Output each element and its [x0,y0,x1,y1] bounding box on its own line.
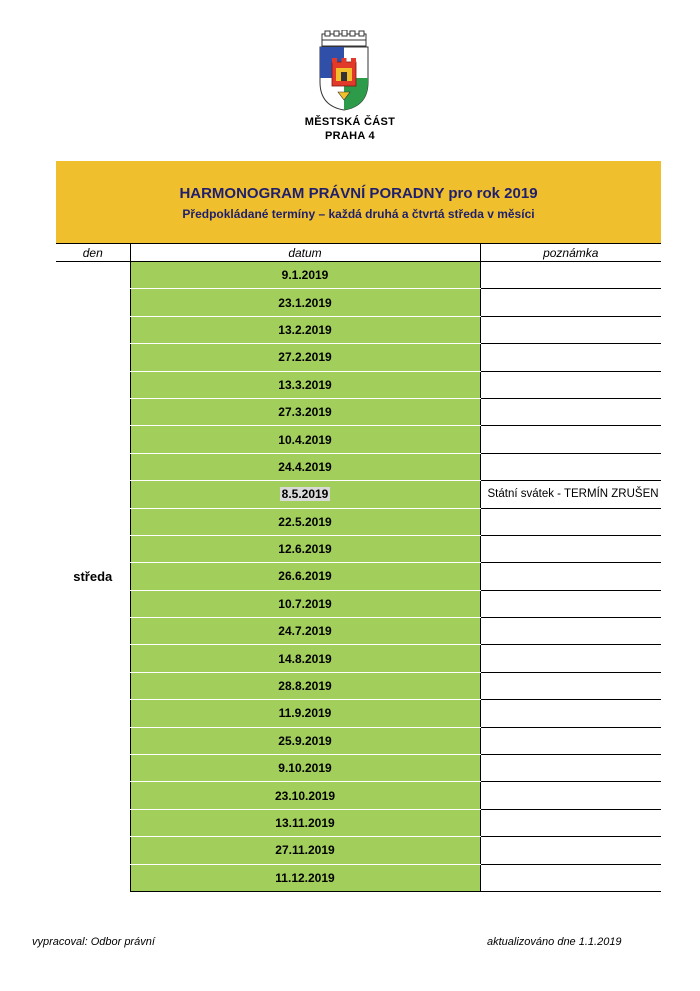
note-cell [480,618,661,645]
date-text: 26.6.2019 [278,569,332,584]
date-text: 22.5.2019 [278,514,332,529]
note-cell [480,700,661,727]
table-row [56,590,661,617]
date-text: 25.9.2019 [278,733,332,748]
column-header-poznamka: poznámka [480,244,661,262]
date-text: 27.11.2019 [275,843,335,858]
note-cell [480,672,661,699]
date-text: 27.2.2019 [278,350,332,365]
table-row [56,837,661,864]
note-cell [480,727,661,754]
date-text: 11.9.2019 [278,706,332,721]
date-text: 14.8.2019 [278,651,332,666]
date-cell [130,672,480,699]
footer-author: vypracoval: Odbor právní [32,936,155,948]
date-text: 10.7.2019 [278,596,332,611]
note-cell [480,864,661,891]
date-text: 9.10.2019 [278,761,332,776]
date-cell [130,262,480,289]
note-cell [480,809,661,836]
date-cell [130,837,480,864]
note-cell [480,535,661,562]
note-cell [480,344,661,371]
table-row [56,289,661,316]
date-text: 24.4.2019 [278,459,332,474]
note-cell [480,563,661,590]
table-row [56,700,661,727]
date-cell [130,481,480,508]
table-row [56,618,661,645]
organization-name: MĚSTSKÁ ČÁST [304,116,396,128]
table-row [56,535,661,562]
date-cell [130,371,480,398]
date-text: 13.11.2019 [275,816,335,830]
table-row [56,672,661,699]
date-cell [130,864,480,891]
note-cell [480,398,661,425]
schedule-title: HARMONOGRAM PRÁVNÍ PORADNY pro rok 2019 [179,185,538,202]
date-text: 8.5.2019 [281,487,329,502]
table-row [56,782,661,809]
date-text: 10.4.2019 [278,432,332,447]
date-cell [130,563,480,590]
table-row [56,563,661,590]
note-cell: Státní svátek - TERMÍN ZRUŠEN [480,481,661,508]
table-row [56,864,661,891]
date-cell [130,755,480,782]
date-text: 11.12.2019 [275,870,335,885]
table-row [56,755,661,782]
table-row [56,645,661,672]
note-cell [480,590,661,617]
schedule-header [56,161,661,243]
schedule-table [56,243,661,892]
date-cell [130,344,480,371]
note-cell [480,289,661,316]
column-header-den: den [56,244,130,262]
date-cell [130,809,480,836]
date-cell [130,590,480,617]
note-cell [480,453,661,480]
date-text: 9.1.2019 [281,268,329,283]
column-header-datum: datum [130,244,480,262]
note-cell [480,645,661,672]
date-text: 23.1.2019 [278,295,332,310]
table-row [56,809,661,836]
date-text: 13.3.2019 [278,377,332,392]
note-cell [480,755,661,782]
table-row [56,508,661,535]
table-row [56,426,661,453]
date-text: 27.3.2019 [278,405,332,420]
note-cell [480,316,661,343]
table-row [56,481,661,508]
date-text: 28.8.2019 [278,679,332,694]
date-cell [130,426,480,453]
note-cell [480,371,661,398]
date-text: 13.2.2019 [278,322,332,337]
schedule-subtitle: Předpokládané termíny – každá druhá a čtvrtá středa v měsíci [182,207,535,221]
date-cell [130,535,480,562]
date-cell [130,398,480,425]
footer-updated: aktualizováno dne 1.1.2019 [487,936,622,948]
date-cell [130,782,480,809]
table-row [56,727,661,754]
date-cell [130,618,480,645]
date-cell [130,508,480,535]
date-cell [130,289,480,316]
table-row [56,453,661,480]
organization-district: PRAHA 4 [325,130,375,142]
note-cell [480,508,661,535]
table-row [56,398,661,425]
date-cell [130,453,480,480]
day-cell: středa [73,569,113,585]
date-cell [130,727,480,754]
table-header-row [56,244,661,262]
note-cell [480,426,661,453]
date-text: 24.7.2019 [278,624,332,639]
table-row [56,371,661,398]
table-row [56,262,661,289]
table-row [56,316,661,343]
date-text: 23.10.2019 [274,788,336,803]
note-cell [480,262,661,289]
note-cell [480,782,661,809]
praha-4-coat-of-arms-icon [318,30,370,112]
note-cell [480,837,661,864]
date-text: 12.6.2019 [278,542,332,557]
date-cell [130,645,480,672]
date-cell [130,316,480,343]
table-row [56,344,661,371]
date-cell [130,700,480,727]
